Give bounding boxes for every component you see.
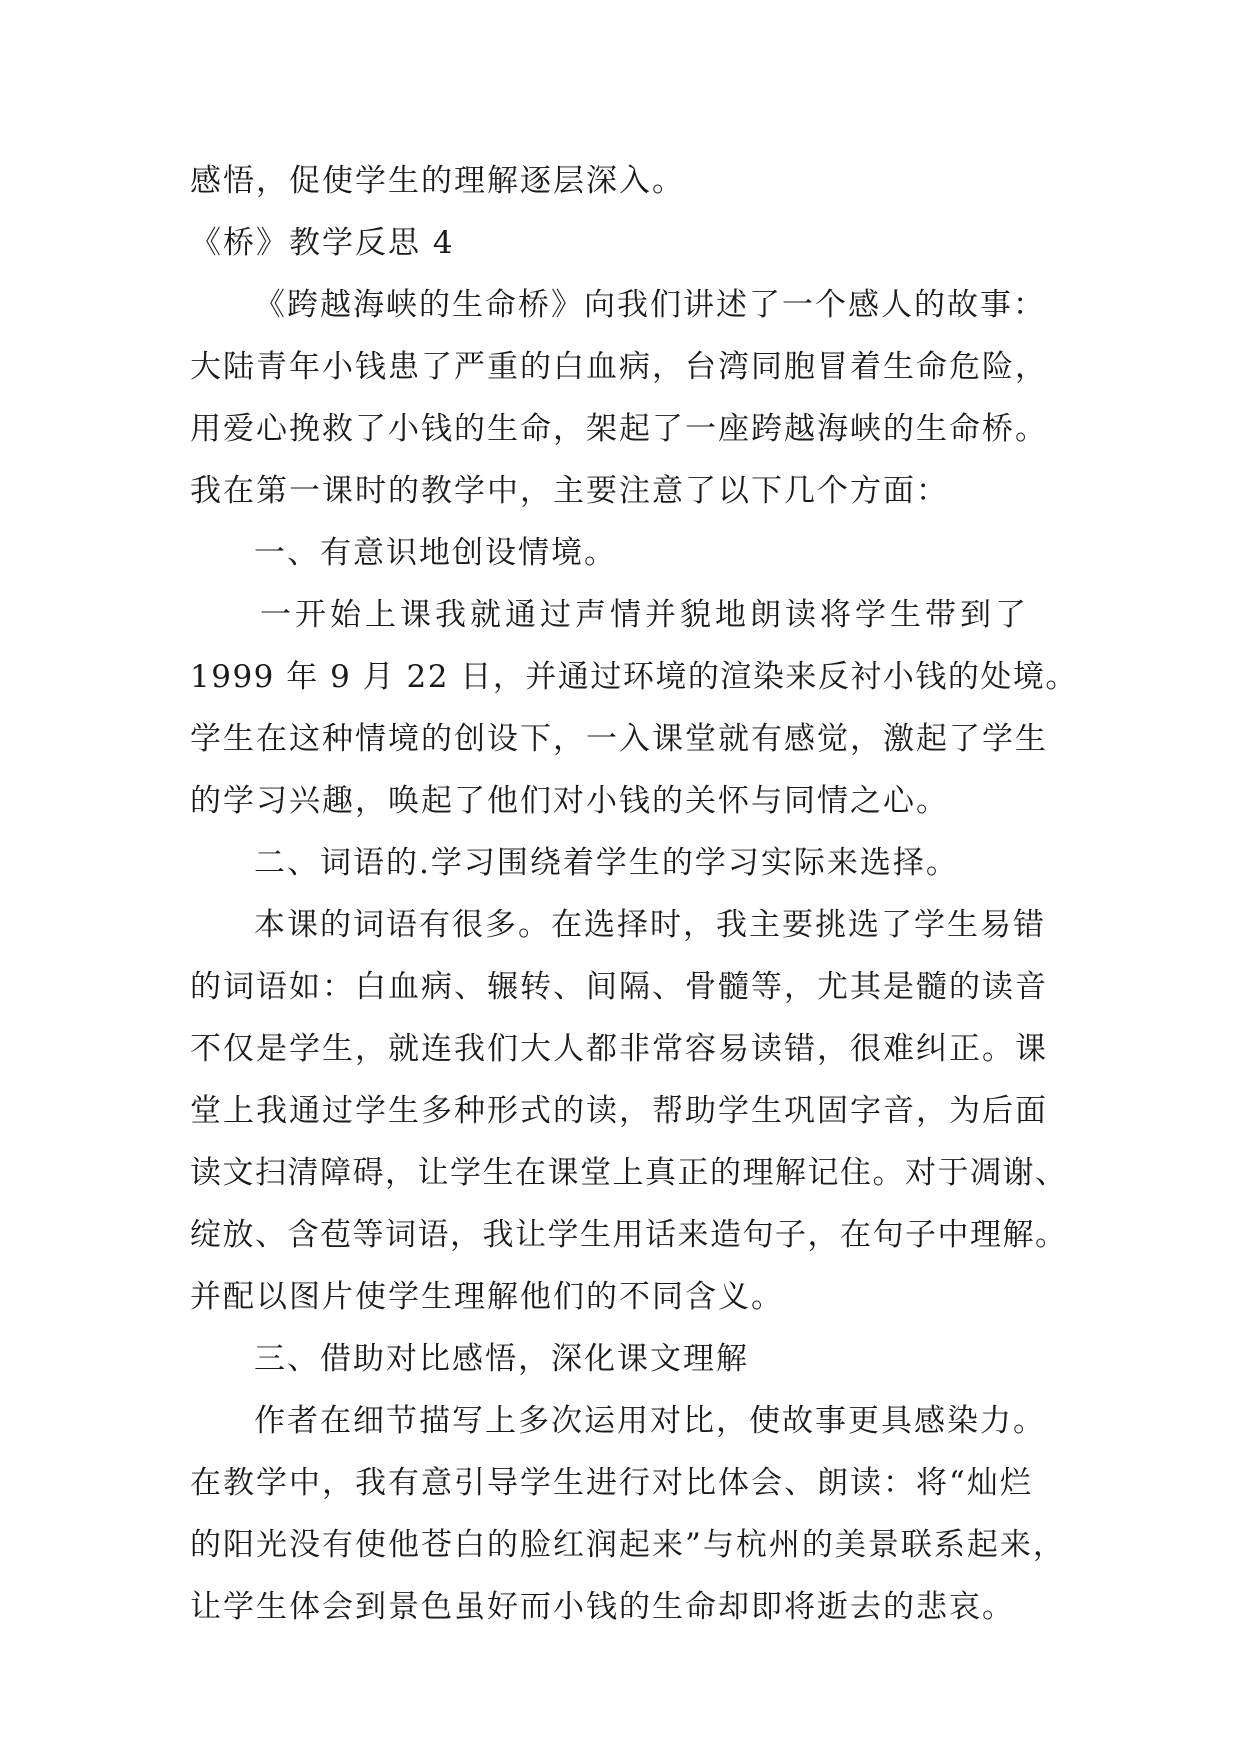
text-line: 让学生体会到景色虽好而小钱的生命却即将逝去的悲哀。: [190, 1589, 1015, 1625]
text-line: 读文扫清障碍，让学生在课堂上真正的理解记住。对于凋谢、: [190, 1155, 1068, 1191]
text-line: 的阳光没有使他苍白的脸红润起来”与杭州的美景联系起来，: [190, 1527, 1066, 1563]
text-line: 的词语如：白血病、辗转、间隔、骨髓等，尤其是髓的读音: [190, 969, 1048, 1005]
text-line: 感悟，促使学生的理解逐层深入。: [190, 163, 685, 199]
subheading: 一、有意识地创设情境。: [254, 535, 617, 571]
text-line: 不仅是学生，就连我们大人都非常容易读错，很难纠正。课: [190, 1031, 1048, 1067]
text-line: 大陆青年小钱患了严重的白血病，台湾同胞冒着生命危险，: [190, 349, 1048, 385]
text-line: 的学习兴趣，唤起了他们对小钱的关怀与同情之心。: [190, 783, 949, 819]
text-line: 我在第一课时的教学中，主要注意了以下几个方面：: [190, 473, 949, 509]
text-line: 并配以图片使学生理解他们的不同含义。: [190, 1279, 784, 1315]
subheading: 二、词语的.学习围绕着学生的学习实际来选择。: [254, 845, 959, 881]
text-line: 学生在这种情境的创设下，一入课堂就有感觉，激起了学生: [190, 721, 1048, 757]
section-heading: 《桥》教学反思 4: [190, 225, 455, 261]
text-line: 在教学中，我有意引导学生进行对比体会、朗读：将“灿烂: [190, 1465, 1033, 1501]
text-line: 本课的词语有很多。在选择时，我主要挑选了学生易错: [254, 907, 1046, 943]
subheading: 三、借助对比感悟，深化课文理解: [254, 1341, 749, 1377]
text-line: 用爱心挽救了小钱的生命，架起了一座跨越海峡的生命桥。: [190, 411, 1048, 447]
text-line: 《跨越海峡的生命桥》向我们讲述了一个感人的故事：: [254, 287, 1046, 323]
text-line: 一开始上课我就通过声情并貌地朗读将学生带到了: [260, 597, 1030, 633]
text-line: 作者在细节描写上多次运用对比，使故事更具感染力。: [254, 1403, 1046, 1439]
text-line: 1999 年 9 月 22 日，并通过环境的渲染来反衬小钱的处境。: [190, 659, 1078, 695]
text-line: 绽放、含苞等词语，我让学生用话来造句子，在句子中理解。: [190, 1217, 1068, 1253]
text-line: 堂上我通过学生多种形式的读，帮助学生巩固字音，为后面: [190, 1093, 1048, 1129]
document-page: [190, 150, 1080, 1638]
